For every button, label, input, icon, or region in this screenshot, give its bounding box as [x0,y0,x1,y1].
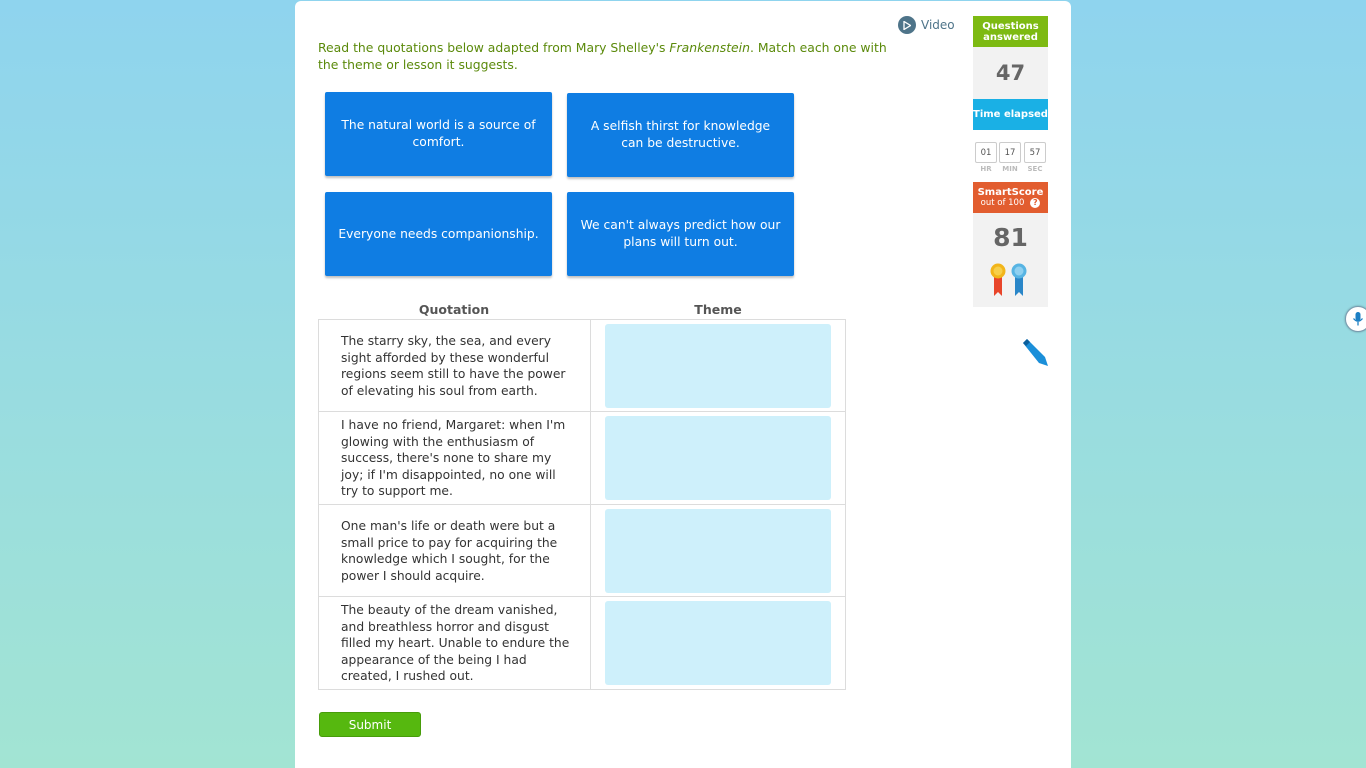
instructions [318,39,888,73]
theme-column-header: Theme [694,302,742,317]
timer-hours-unit: HR [980,165,992,173]
timer [973,130,1048,182]
smartscore-header [973,182,1048,213]
questions-answered-header: Questions answered [973,16,1048,47]
instructions-text-1: Read the quotations below adapted from Mary Shelley's [318,40,670,55]
questions-answered-value: 47 [973,47,1048,99]
help-icon[interactable]: ? [1030,198,1040,208]
video-label: Video [921,18,955,32]
instructions-text-2: . Match each one with the theme or lesson it suggests. [318,40,887,72]
submit-button[interactable]: Submit [319,712,421,737]
theme-drop-zone[interactable] [605,324,831,408]
quotation-column-header: Quotation [418,302,490,317]
pencil-icon[interactable] [1019,337,1049,367]
theme-drop-zone[interactable] [605,509,831,593]
theme-tile[interactable]: Everyone needs companionship. [325,192,552,276]
play-icon [898,16,916,34]
column-divider [590,319,591,690]
time-elapsed-header: Time elapsed [973,99,1048,130]
award-ribbon-icon [990,262,1034,300]
theme-drop-zone[interactable] [605,601,831,685]
timer-seconds: 57 [1024,142,1046,163]
theme-tile[interactable]: A selfish thirst for knowledge can be destructive. [567,93,794,177]
theme-drop-zone[interactable] [605,416,831,500]
smartscore-panel [973,213,1048,307]
timer-hours: 01 [975,142,997,163]
theme-tile[interactable]: We can't always predict how our plans will turn out. [567,192,794,276]
theme-tile[interactable]: The natural world is a source of comfort. [325,92,552,176]
smartscore-scale: out of 100 [980,197,1025,208]
timer-seconds-unit: SEC [1027,165,1043,173]
microphone-button[interactable] [1345,306,1366,332]
timer-minutes: 17 [999,142,1021,163]
smartscore-subheader [981,198,1041,209]
video-link[interactable] [898,16,955,34]
timer-minutes-unit: MIN [1002,165,1018,173]
quotation-text: The beauty of the dream vanished, and breathless horror and disgust filled my heart. Unable to endure the appearance of the being I had created, I rushed out. [341,603,570,683]
smartscore-label: SmartScore [977,186,1044,198]
microphone-icon [1352,311,1364,327]
quotation-text: The starry sky, the sea, and every sight afforded by these wonderful regions seem still to have the power of elevating his soul from earth. [341,334,566,398]
quotation-text: One man's life or death were but a small price to pay for acquiring the knowledge which I sought, for the power I should acquire. [341,519,558,583]
quotation-text: I have no friend, Margaret: when I'm glowing with the enthusiasm of success, there's none to share my joy; if I'm disappointed, no one will try to support me. [341,418,566,498]
book-title: Frankenstein [669,40,750,55]
smartscore-value: 81 [993,223,1028,252]
